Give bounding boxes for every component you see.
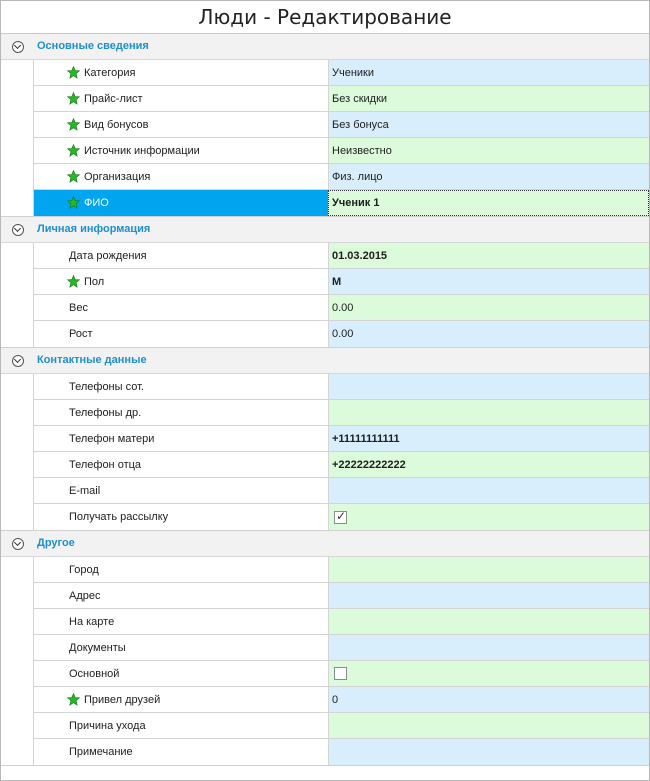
property-label-cell[interactable]	[33, 112, 328, 137]
property-value-field[interactable]	[328, 164, 649, 189]
property-label: Телефоны сот.	[69, 381, 144, 393]
property-row[interactable]	[33, 295, 649, 321]
property-value-field[interactable]	[328, 86, 649, 111]
property-row[interactable]	[33, 504, 649, 530]
property-label: ФИО	[84, 197, 109, 209]
property-row[interactable]	[33, 374, 649, 400]
section-title: Личная информация	[37, 223, 151, 235]
property-label: E-mail	[69, 485, 101, 497]
property-label-cell[interactable]	[33, 190, 328, 216]
property-label-cell[interactable]	[33, 635, 328, 660]
property-label: На карте	[69, 616, 115, 628]
required-star-icon	[67, 92, 80, 105]
property-label: Причина ухода	[69, 720, 146, 732]
property-label-cell[interactable]	[33, 452, 328, 477]
property-value: +22222222222	[332, 458, 406, 471]
property-label: Основной	[69, 668, 120, 680]
section-3	[1, 348, 649, 531]
property-row[interactable]	[33, 269, 649, 295]
required-star-icon	[67, 118, 80, 131]
property-label: Телефон матери	[69, 433, 155, 445]
property-value-field[interactable]	[328, 713, 649, 738]
property-value-field[interactable]	[328, 112, 649, 137]
property-label: Примечание	[69, 746, 133, 758]
property-value-field[interactable]	[328, 504, 649, 530]
property-label: Привел друзей	[84, 694, 161, 706]
section-rows	[33, 60, 649, 216]
section-rows	[33, 374, 649, 530]
property-label-cell[interactable]	[33, 583, 328, 608]
section-header[interactable]	[1, 531, 649, 557]
property-row[interactable]	[33, 583, 649, 609]
collapse-icon[interactable]	[12, 224, 24, 236]
property-label: Прайс-лист	[84, 93, 143, 105]
section-4	[1, 531, 649, 766]
title-bar	[1, 1, 649, 34]
property-value-field[interactable]	[328, 400, 649, 425]
property-row[interactable]	[33, 190, 649, 216]
property-value: 0.00	[332, 301, 354, 314]
required-star-icon	[67, 144, 80, 157]
property-row[interactable]	[33, 138, 649, 164]
window-title: Люди - Редактирование	[198, 5, 452, 29]
property-value-field[interactable]	[328, 321, 649, 347]
property-label-cell[interactable]	[33, 687, 328, 712]
property-value-field[interactable]	[328, 557, 649, 582]
property-value: 0.00	[332, 328, 354, 340]
required-star-icon	[67, 693, 80, 706]
property-label-cell[interactable]	[33, 243, 328, 268]
property-label-cell[interactable]	[33, 269, 328, 294]
property-value-field[interactable]	[328, 452, 649, 477]
required-star-icon	[67, 275, 80, 288]
property-value: Без бонуса	[332, 118, 389, 131]
property-label-cell[interactable]	[33, 295, 328, 320]
property-value-field[interactable]	[328, 687, 649, 712]
property-label: Категория	[84, 67, 136, 79]
property-label-cell[interactable]	[33, 321, 328, 347]
section-header[interactable]	[1, 348, 649, 374]
property-value-field[interactable]	[328, 269, 649, 294]
property-label-cell[interactable]	[33, 60, 328, 85]
property-value: Физ. лицо	[332, 170, 383, 183]
section-title: Контактные данные	[37, 354, 147, 366]
property-label: Адрес	[69, 590, 101, 602]
property-label: Город	[69, 564, 99, 576]
property-grid	[1, 34, 649, 766]
property-value: Ученик 1	[332, 197, 380, 209]
section-header[interactable]	[1, 34, 649, 60]
property-label-cell[interactable]	[33, 374, 328, 399]
property-label: Пол	[84, 276, 105, 288]
section-title: Другое	[37, 537, 75, 549]
property-label: Источник информации	[84, 145, 200, 157]
property-row[interactable]	[33, 609, 649, 635]
property-value: Ученики	[332, 66, 375, 79]
property-value-field[interactable]	[328, 583, 649, 608]
property-row[interactable]	[33, 635, 649, 661]
property-label-cell[interactable]	[33, 661, 328, 686]
property-value-field[interactable]	[328, 138, 649, 163]
property-value-field[interactable]	[328, 609, 649, 634]
property-value: Неизвестно	[332, 144, 392, 157]
property-row[interactable]	[33, 713, 649, 739]
property-label: Вес	[69, 302, 88, 314]
property-value-field[interactable]	[328, 478, 649, 503]
property-value-field[interactable]	[328, 426, 649, 451]
property-label: Вид бонусов	[84, 119, 149, 131]
section-rows	[33, 557, 649, 765]
property-row[interactable]	[33, 86, 649, 112]
property-row[interactable]	[33, 164, 649, 190]
property-value-field[interactable]	[328, 295, 649, 320]
property-value-field[interactable]	[328, 374, 649, 399]
property-value: 01.03.2015	[332, 249, 388, 262]
property-row[interactable]	[33, 426, 649, 452]
property-row[interactable]	[33, 661, 649, 687]
section-1	[1, 34, 649, 217]
property-value-field[interactable]	[328, 635, 649, 660]
property-label-cell[interactable]	[33, 86, 328, 111]
property-label: Телефон отца	[69, 459, 142, 471]
property-label: Телефоны др.	[69, 407, 142, 419]
property-checkbox[interactable]	[334, 511, 347, 524]
property-label-cell[interactable]	[33, 400, 328, 425]
section-title: Основные сведения	[37, 40, 149, 52]
property-row[interactable]	[33, 60, 649, 86]
collapse-icon[interactable]	[12, 538, 24, 550]
property-value-field[interactable]	[328, 661, 649, 686]
property-row[interactable]	[33, 478, 649, 504]
property-value: Без скидки	[332, 92, 388, 105]
property-label-cell[interactable]	[33, 609, 328, 634]
section-rows	[33, 243, 649, 347]
section-header[interactable]	[1, 217, 649, 243]
property-value-field[interactable]	[328, 243, 649, 268]
property-row[interactable]	[33, 400, 649, 426]
property-row[interactable]	[33, 687, 649, 713]
property-label-cell[interactable]	[33, 164, 328, 189]
property-row[interactable]	[33, 739, 649, 765]
property-label-cell[interactable]	[33, 138, 328, 163]
property-row[interactable]	[33, 243, 649, 269]
property-label: Организация	[84, 171, 151, 183]
property-value: +11111111111	[332, 432, 400, 445]
property-row[interactable]	[33, 321, 649, 347]
property-label: Рост	[69, 328, 93, 340]
property-label: Дата рождения	[69, 250, 147, 262]
collapse-icon[interactable]	[12, 41, 24, 53]
property-value-field[interactable]	[328, 60, 649, 85]
collapse-icon[interactable]	[12, 355, 24, 367]
property-value: 0	[332, 693, 339, 706]
section-2	[1, 217, 649, 348]
property-label: Документы	[69, 642, 126, 654]
property-label-cell[interactable]	[33, 426, 328, 451]
property-row[interactable]	[33, 452, 649, 478]
required-star-icon	[67, 170, 80, 183]
property-checkbox[interactable]	[334, 667, 347, 680]
property-row[interactable]	[33, 557, 649, 583]
property-value-field[interactable]	[328, 739, 649, 765]
property-label-cell[interactable]	[33, 739, 328, 765]
property-value-field[interactable]	[328, 190, 649, 216]
property-label-cell[interactable]	[33, 557, 328, 582]
property-label-cell[interactable]	[33, 713, 328, 738]
required-star-icon	[67, 66, 80, 79]
property-label-cell[interactable]	[33, 478, 328, 503]
property-label: Получать рассылку	[69, 511, 169, 523]
property-row[interactable]	[33, 112, 649, 138]
property-label-cell[interactable]	[33, 504, 328, 530]
required-star-icon	[67, 196, 80, 209]
property-value: М	[332, 275, 342, 288]
